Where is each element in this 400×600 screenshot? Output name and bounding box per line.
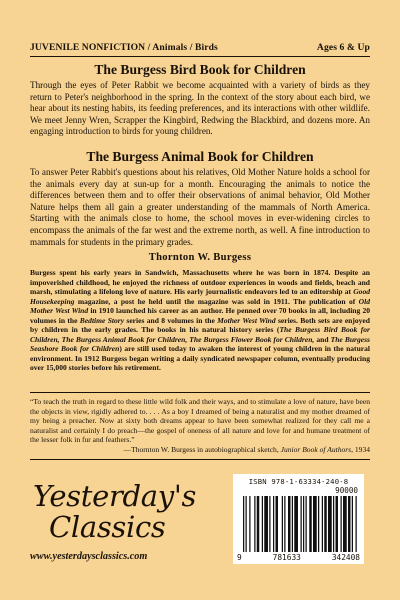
ean-right-group: 342408 [331, 553, 360, 562]
author-bio [30, 268, 370, 373]
category-label: JUVENILE NONFICTION / Animals / Birds [30, 41, 218, 53]
barcode-box [233, 474, 364, 564]
bio-magazine: Good Housekeeping [30, 287, 370, 306]
quote-year: , 1934 [351, 444, 370, 454]
barcode-bar [282, 496, 283, 552]
barcode-bar [303, 496, 304, 552]
bio-text: series and 8 volumes in the [124, 315, 218, 325]
bio-series-title: Mother West Wind [217, 315, 276, 325]
author-heading: Thornton W. Burgess [148, 252, 252, 263]
publisher-logo [33, 481, 203, 543]
barcode-bar [292, 496, 293, 552]
barcode-bar [328, 496, 332, 552]
barcode-bar [322, 496, 323, 552]
barcode-bars [241, 496, 359, 552]
bio-series-title: The Burgess Seashore Book for Children [30, 334, 370, 354]
barcode-bar [336, 496, 339, 552]
ean-left-group: 781633 [272, 553, 301, 562]
bio-series-title: Bedtime Story [79, 315, 125, 325]
barcode-bar [273, 496, 274, 552]
publisher-website: www.yesterdaysclassics.com [30, 551, 148, 562]
book2-description: To answer Peter Rabbit's questions about his relatives, Old Mother Nature holds a school for the animals every day at sun-up for a month. Encouraging the animals to notice the differences between them and to offer their observations of animal behavior, Old Mother Nature helps them all gain a greater understanding of the mammals of North America. Starting with the animals close to home, the school moves in ever-widening circles to encompass the animals of the far west and the extreme north, as well. A fine introduction to mammals for students in the primary grades. [30, 167, 370, 247]
logo-line-1: Yesterday's [33, 479, 197, 513]
barcode-bar [301, 496, 302, 552]
barcode-bar [257, 496, 260, 552]
age-range-label: Ages 6 & Up [316, 41, 370, 53]
barcode-bar [264, 496, 268, 552]
quote-divider-bottom [30, 459, 370, 460]
bio-text: magazine, a post he held until the magazine was sold in 1911. The publication of [74, 296, 359, 306]
barcode-bar [309, 496, 312, 552]
book1-title: The Burgess Bird Book for Children [94, 62, 306, 77]
barcode-bar [249, 496, 250, 552]
barcode-bar [343, 496, 347, 552]
bio-text: and [314, 334, 331, 344]
barcode-bar [246, 496, 247, 552]
barcode-bar [348, 496, 351, 552]
barcode-bar [333, 496, 334, 552]
header-divider [30, 56, 370, 57]
quote-attribution: —Thornton W. Burgess in autobiographical sketch, [123, 444, 281, 454]
ean-first-digit: 9 [237, 553, 242, 562]
author-quote [30, 397, 370, 454]
price-code: 90000 [335, 486, 358, 495]
bio-text: Burgess spent his early years in Sandwich, Massachusetts where he was born in 1874. Despite an impoverished childhood, he enjoyed the richness of outdoor experiences in woods and fields, beach and marsh, stimulating a lifelong love of nature. His early journalistic endeavors led to an editorship at [30, 268, 370, 297]
barcode-bar [294, 496, 298, 552]
quote-divider-top [30, 392, 370, 393]
barcode-bar [352, 496, 353, 552]
isbn-label: ISBN 978-1-63334-240-8 [248, 477, 349, 486]
barcode-bar [341, 496, 342, 552]
barcode-bar [356, 496, 357, 552]
barcode-bar [269, 496, 270, 552]
barcode-bar [276, 496, 279, 552]
bio-text: ) are still used today to awaken the interest of young children in the natural environment. In 1912 Burgess began writing a daily syndicated newspaper column, eventually producing over 15,000 stories before his retirement. [30, 344, 370, 373]
barcode-bar [254, 496, 255, 552]
barcode-bar [262, 496, 263, 552]
bio-series-titles: The Burgess Bird Book for Children, The Burgess Animal Book for Children, The Burgess Flower Book for Children, [30, 325, 370, 344]
book1-description: Through the eyes of Peter Rabbit we become acquainted with a variety of birds as they return to Peter's neighborhood in the spring. In the context of the story about each bird, we hear about its nesting habits, its feeding preferences, and its interactions with other wildlife. We meet Jenny Wren, Scrapper the Kingbird, Redwing the Blackbird, and dozens more. An engaging introduction to birds for young children. [30, 80, 370, 137]
ean-digits [237, 553, 360, 562]
barcode-bar [306, 496, 307, 552]
barcode-bar [313, 496, 317, 552]
quote-text: “To teach the truth in regard to these little wild folk and their ways, and to stimulate a love of nature, have been the objects in view, rigidly adhered to. . . . As a boy I dreamed of being a naturalist and my mother dreamed of my being a preacher. Now at sixty both dreams appear to have been somewhat realized for they call me a naturalist and certainly I do preach—the gospel of oneness of all nature and love for and humane treatment of the lesser folk in fur and feathers.” [30, 397, 370, 444]
book2-title: The Burgess Animal Book for Children [86, 149, 314, 164]
barcode-bar [324, 496, 327, 552]
bio-text: series. Both sets are enjoyed by children in the early grades. The books in his natural history series ( [30, 315, 370, 335]
bio-book-title: Old Mother West Wind [30, 296, 370, 316]
barcode-bar [288, 496, 291, 552]
barcode-bar [318, 496, 319, 552]
quote-source: Junior Book of Authors [280, 444, 352, 454]
logo-line-2: Classics [49, 510, 166, 544]
barcode-bar [243, 496, 244, 552]
header-bar [30, 40, 370, 54]
bio-text: in 1910 launched his career as an author. He penned over 70 books in all, including 20 volumes in the [30, 306, 370, 325]
barcode-bar [284, 496, 285, 552]
